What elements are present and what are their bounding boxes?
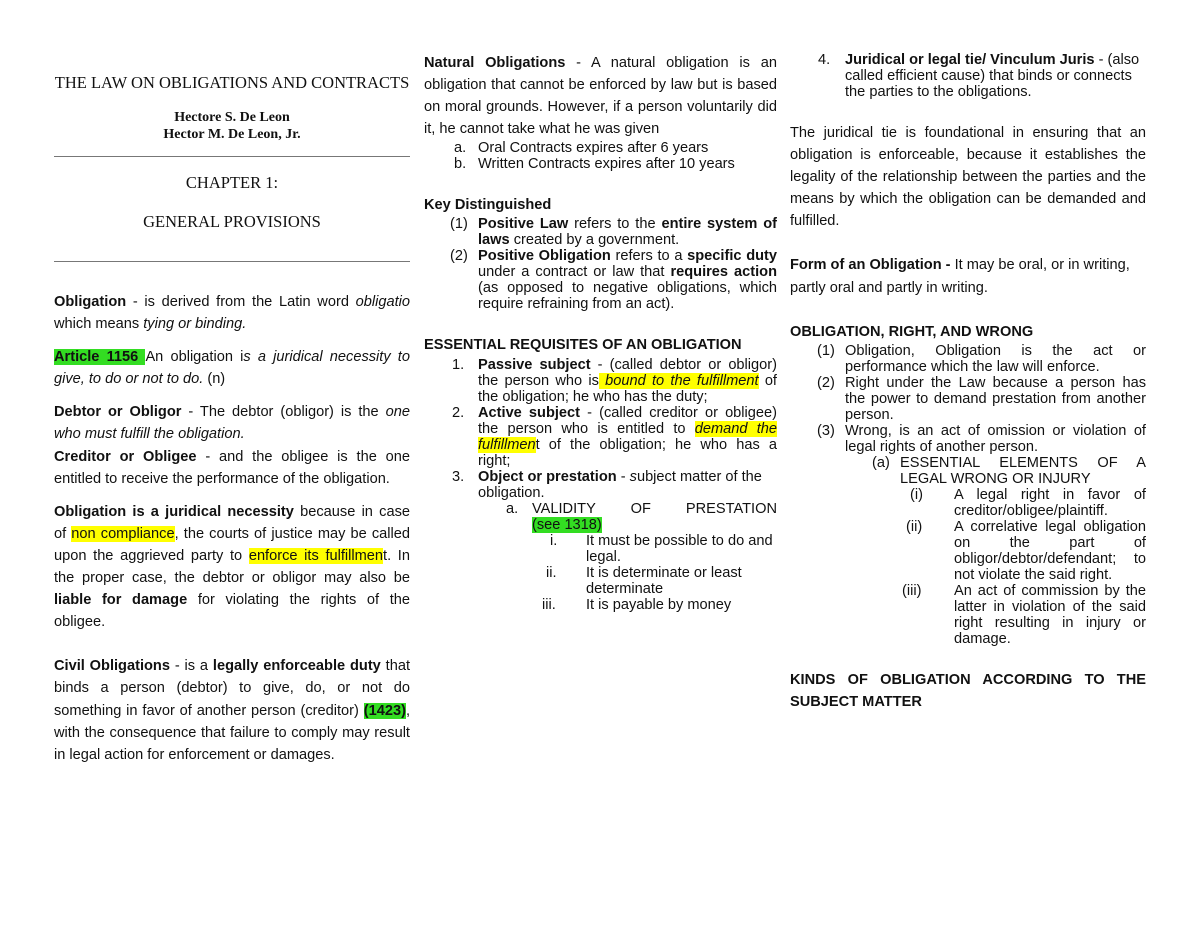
essential-requisites-heading: ESSENTIAL REQUISITES OF AN OBLIGATION	[424, 337, 742, 354]
list-item: b. Written Contracts expires after 10 years	[454, 156, 735, 173]
list-item: (ii) A correlative legal obligation on the part of obligor/debtor/defendant; to not violate the said right.	[906, 518, 1146, 583]
civil-obligations: Civil Obligations - is a legally enforceable duty that binds a person (debtor) to give, do, or not do something in favor of another person (creditor) (1423), with the consequence that failure to comply may result in legal action for enforcement or damages.	[54, 658, 411, 763]
article-1156: Article 1156 An obligation is a juridical necessity to give, to do or not to do. (n)	[54, 349, 410, 388]
divider	[54, 156, 410, 157]
obligation-right-wrong-heading: OBLIGATION, RIGHT, AND WRONG	[790, 323, 1034, 340]
list-item: iii. It is payable by money	[542, 596, 732, 613]
creditor-definition: Creditor or Obligee - and the obligee is the one entitled to receive the performance of the obligation.	[54, 448, 410, 487]
list-item: (2) Positive Obligation refers to a specific duty under a contract or law that requires action (as opposed to negative obligations, which require refraining from an act).	[450, 248, 777, 313]
juridical-tie-paragraph: The juridical tie is foundational in ensuring that an obligation is enforceable, because it establishes the legality of the relationship between the parties and the means by which the obligation can be demanded and fulfilled.	[790, 125, 1146, 230]
juridical-necessity: Obligation is a juridical necessity because in case of non compliance, the courts of justice may be called upon the aggrieved party to enforce its fulfillment. In the proper case, the debtor or obligor may also be liable for damage for violating the rights of the obligee.	[54, 503, 410, 631]
kinds-of-obligation-heading: KINDS OF OBLIGATION ACCORDING TO THE SUBJECT MATTER	[790, 671, 1146, 710]
key-distinguished-heading: Key Distinguished	[424, 197, 552, 214]
column-2	[424, 52, 777, 613]
list-item: 4. Juridical or legal tie/ Vinculum Juris - (also called efficient cause) that binds or connects the parties to the obligations.	[818, 52, 1140, 100]
column-1	[54, 52, 410, 766]
author-1: Hectore S. De Leon	[174, 110, 290, 125]
author-2: Hector M. De Leon, Jr.	[163, 126, 301, 142]
list-item: (2) Right under the Law because a person has the power to demand prestation from another person.	[817, 374, 1146, 423]
list-item: 2. Active subject - (called creditor or obligee) the person who is entitled to demand the fulfillment of the obligation; he who has a right;	[452, 404, 777, 469]
list-item: 1. Passive subject - (called debtor or obligor) the person who is bound to the fulfillment of the obligation; he who has the duty;	[452, 356, 777, 405]
list-item: 3. Object or prestation - subject matter of the obligation.	[452, 468, 762, 501]
list-item: (1) Obligation, Obligation is the act or performance which the law will enforce.	[817, 342, 1146, 375]
list-item: (iii) An act of commission by the latter in violation of the said right resulting in injury or damage.	[902, 582, 1146, 647]
chapter-number: CHAPTER 1:	[185, 173, 279, 192]
obligation-definition: Obligation - is derived from the Latin word obligatio which means tying or binding.	[54, 294, 410, 333]
form-of-obligation: Form of an Obligation - It may be oral, or in writing, partly oral and partly in writing.	[790, 257, 1130, 296]
list-item: a. Oral Contracts expires after 6 years	[454, 140, 709, 157]
natural-obligations: Natural Obligations - A natural obligation is an obligation that cannot be enforced by law but is based on moral grounds. However, if a person voluntarily did it, he cannot take what he was given	[424, 55, 777, 138]
list-item: ii. It is determinate or least determinate	[546, 564, 742, 597]
column-3	[790, 52, 1146, 713]
document-title: THE LAW ON OBLIGATIONS AND CONTRACTS	[54, 73, 410, 92]
list-item: a. VALIDITY OF PRESTATION (see 1318)	[506, 500, 777, 533]
chapter-title: GENERAL PROVISIONS	[143, 212, 321, 231]
authors	[54, 110, 410, 143]
list-item: i. It must be possible to do and legal.	[550, 532, 773, 565]
list-item: (a) ESSENTIAL ELEMENTS OF A LEGAL WRONG OR INJURY	[872, 454, 1146, 487]
list-item: (3) Wrong, is an act of omission or violation of legal rights of another person.	[817, 422, 1146, 455]
list-item: (i) A legal right in favor of creditor/obligee/plaintiff.	[910, 486, 1146, 519]
debtor-definition: Debtor or Obligor - The debtor (obligor) is the one who must fulfill the obligation.	[54, 404, 410, 443]
list-item: (1) Positive Law refers to the entire system of laws created by a government.	[450, 216, 777, 249]
